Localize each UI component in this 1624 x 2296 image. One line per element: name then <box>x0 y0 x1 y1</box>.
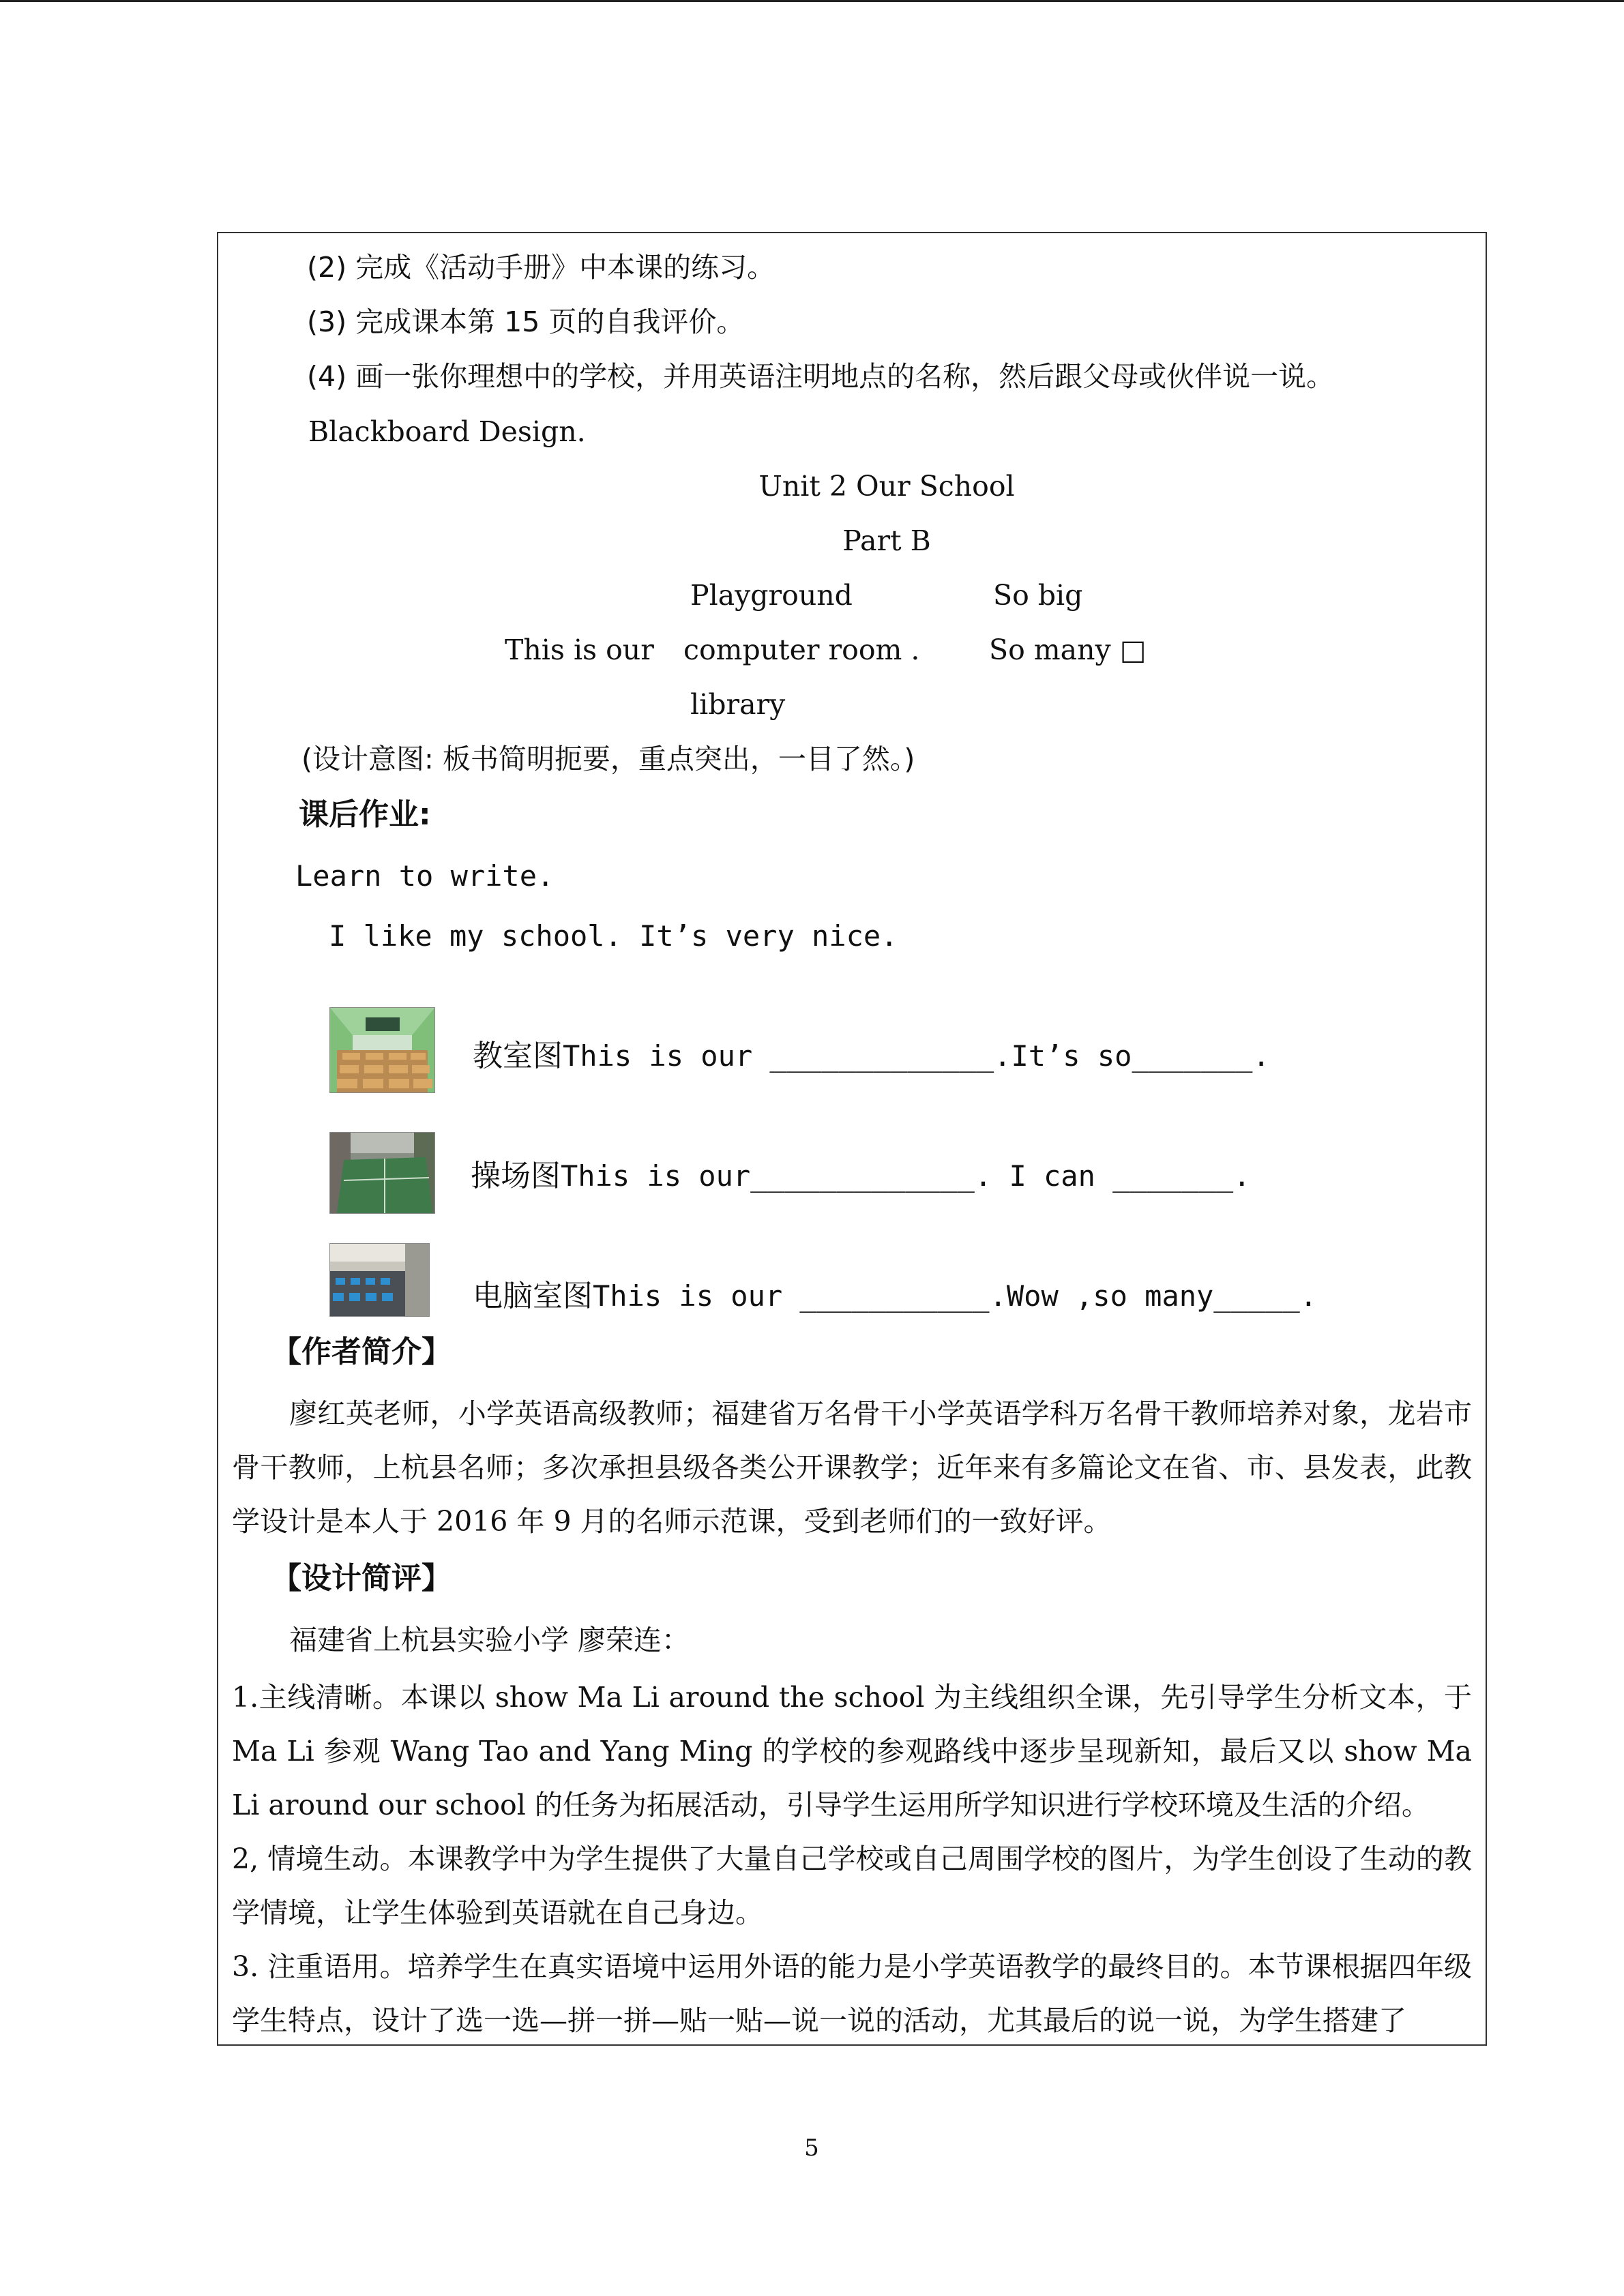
classroom-photo <box>329 1007 435 1093</box>
blackboard-place-playground: Playground <box>690 579 853 612</box>
review-point-1: 1.主线清晰。本课以 show Ma Li around the school 为主线组织全课，先引导学生分析文本，于 Ma Li 参观 Wang Tao and Yang Ming 的学校的参观路线中逐步呈现新知，最后又以 show Ma Li around our school 的任务为拓展活动，引导学生运用所学知识进行学校环境及生活的介绍。 <box>232 1681 1472 1821</box>
review-point-2: 2, 情境生动。本课教学中为学生提供了大量自己学校或自己周围学校的图片，为学生创设了生动的教学情境，让学生体验到英语就在自己身边。 <box>232 1843 1472 1929</box>
afterclass-heading: 课后作业: <box>299 797 431 832</box>
afterclass-instruction: Learn to write. <box>295 859 555 893</box>
computer-room-photo-graphic <box>330 1244 429 1316</box>
blackboard-comment-so-big: So big <box>993 579 1083 612</box>
reviewer-name: 福建省上杭县实验小学 廖荣连： <box>289 1624 690 1656</box>
blackboard-label: Blackboard Design. <box>308 415 586 448</box>
homework-item-2: (2) 完成《活动手册》中本课的练习。 <box>307 251 776 284</box>
exercise-computer-room-sentence: This is our ___________.Wow ,so many_____. <box>593 1279 1318 1313</box>
exercise-classroom-sentence: This is our _____________.It’s so_______. <box>563 1039 1270 1073</box>
author-text: 廖红英老师，小学英语高级教师；福建省万名骨干小学英语学科万名骨干教师培养对象，龙岩市骨干教师，上杭县名师；多次承担县级各类公开课教学；近年来有多篇论文在省、市、县发表，此教学设计是本人于 2016 年 9 月的名师示范课，受到老师们的一致好评。 <box>232 1397 1472 1538</box>
blackboard-lead: This is our <box>505 633 654 666</box>
exercise-classroom <box>473 1039 1270 1073</box>
blackboard-title: Unit 2 Our School <box>758 470 1015 503</box>
author-paragraph <box>232 1387 1472 1549</box>
review-point-3: 3. 注重语用。培养学生在真实语境中运用外语的能力是小学英语教学的最终目的。本节课根据四年级学生特点，设计了选一选—拼一拼—贴一贴—说一说的活动，尤其最后的说一说，为学生搭建了 <box>232 1950 1472 2037</box>
exercise-playground-sentence: This is our_____________. I can _______. <box>561 1159 1251 1193</box>
review-points <box>232 1671 1472 2048</box>
playground-photo-graphic <box>330 1133 434 1213</box>
exercise-computer-room-label: 电脑室图 <box>473 1279 593 1313</box>
exercise-playground-label: 操场图 <box>471 1159 561 1193</box>
author-heading: 【作者简介】 <box>271 1335 452 1369</box>
blackboard-place-computer-room: computer room . <box>683 633 920 666</box>
playground-photo <box>329 1132 435 1214</box>
blackboard-place-library: library <box>690 688 786 721</box>
review-heading: 【设计简评】 <box>271 1561 452 1596</box>
blackboard-comment-so-many: So many □ <box>989 633 1147 666</box>
computer-room-photo <box>329 1243 430 1317</box>
exercise-classroom-label: 教室图 <box>473 1039 563 1073</box>
top-border-line <box>0 0 1624 2</box>
blackboard-part: Part B <box>842 524 931 557</box>
afterclass-example: I like my school. It’s very nice. <box>329 919 898 953</box>
classroom-photo-graphic <box>330 1008 434 1092</box>
exercise-playground <box>471 1159 1250 1193</box>
design-intent-note: (设计意图: 板书简明扼要，重点突出，一目了然。) <box>301 743 915 775</box>
page-number: 5 <box>804 2134 819 2162</box>
homework-item-4: (4) 画一张你理想中的学校，并用英语注明地点的名称，然后跟父母或伙伴说一说。 <box>307 360 1335 393</box>
exercise-computer-room <box>473 1279 1317 1313</box>
homework-item-3: (3) 完成课本第 15 页的自我评价。 <box>307 305 745 338</box>
